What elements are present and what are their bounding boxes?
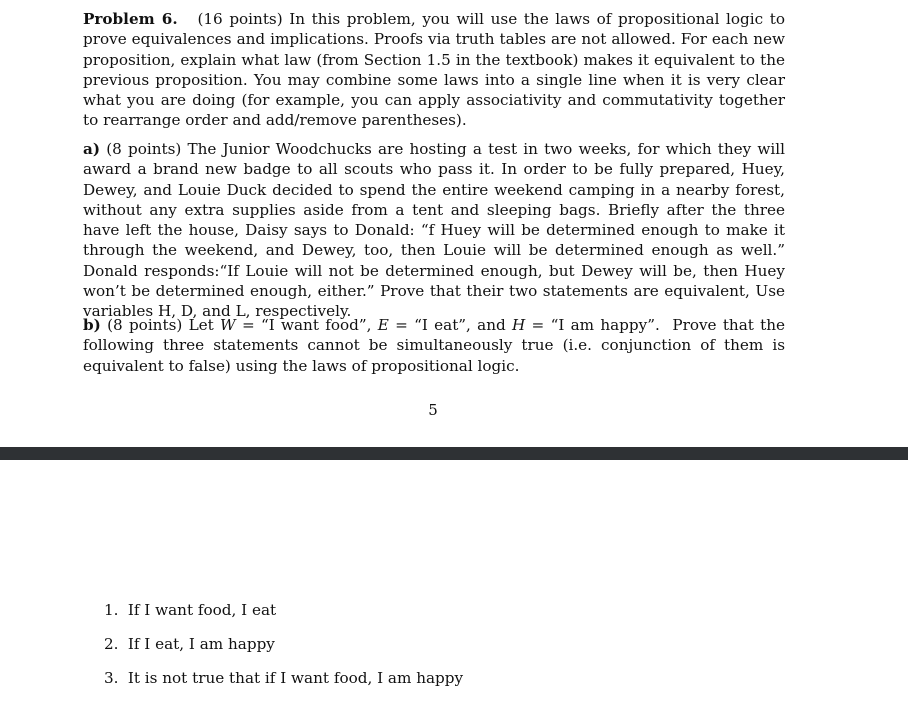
list-item-text: If I eat, I am happy	[127, 635, 275, 653]
def-h: “I am happy”.	[550, 316, 660, 334]
list-item	[104, 600, 463, 634]
def-w: “I want food”,	[260, 316, 372, 334]
problem-intro-text: (16 points) In this problem, you will use the laws of propositional logic to prove equivalences and implications. Proofs via truth tables are not allowed. For each new proposition, explain what law (from Section 1.5 in the textbook) makes it equivalent to the previous proposition. You may combine some laws into a single line when it is very clear what you are doing (for example, you can apply associativity and commutativity together to rearrange order and add/remove parentheses).	[83, 10, 785, 130]
var-h: H	[512, 316, 526, 334]
part-a	[83, 139, 785, 322]
part-b	[83, 315, 785, 376]
list-item-text: If I want food, I eat	[127, 601, 277, 619]
part-b-rest: Prove that the following three statements cannot be simultaneously true (i.e. conjunction of them is equivalent to false) using the laws of propositional logic.	[83, 316, 786, 375]
part-b-points: (8 points) Let	[107, 316, 214, 334]
part-a-text: (8 points) The Junior Woodchucks are hosting a test in two weeks, for which they will award a brand new badge to all scouts who pass it. In order to be fully prepared, Huey, Dewey, and Louie Duck decided to spend the entire weekend camping in a nearby forest, without any extra supplies aside from a tent and sleeping bags. Briefly after the three have left the house, Daisy says to Donald: “f Huey will be determined enough to make it through the weekend, and Dewey, too, then Louie will be determined enough as well.” Donald responds:“If Louie will not be determined enough, but Dewey will be, then Huey won’t be determined enough, either.” Prove that their two statements are equivalent, Use variables H, D, and L, respectively.	[83, 140, 785, 321]
part-a-label: a)	[83, 140, 101, 158]
page-divider	[0, 447, 908, 460]
list-item-number: 1.	[104, 601, 119, 619]
list-item-number: 2.	[104, 635, 119, 653]
eq-sign-2: =	[395, 316, 408, 334]
var-e: E	[377, 316, 389, 334]
eq-sign-1: =	[241, 316, 255, 334]
part-b-label: b)	[83, 316, 101, 334]
problem-heading: Problem 6.	[83, 10, 178, 28]
var-w: W	[220, 316, 236, 334]
eq-sign-3: =	[531, 316, 545, 334]
page-number: 5	[428, 401, 438, 419]
statement-list	[104, 600, 463, 702]
list-item-text: It is not true that if I want food, I am happy	[127, 669, 464, 687]
list-item	[104, 634, 463, 668]
list-item	[104, 668, 463, 702]
def-e: “I eat”, and	[414, 316, 506, 334]
problem-intro	[83, 9, 785, 131]
list-item-number: 3.	[104, 669, 119, 687]
